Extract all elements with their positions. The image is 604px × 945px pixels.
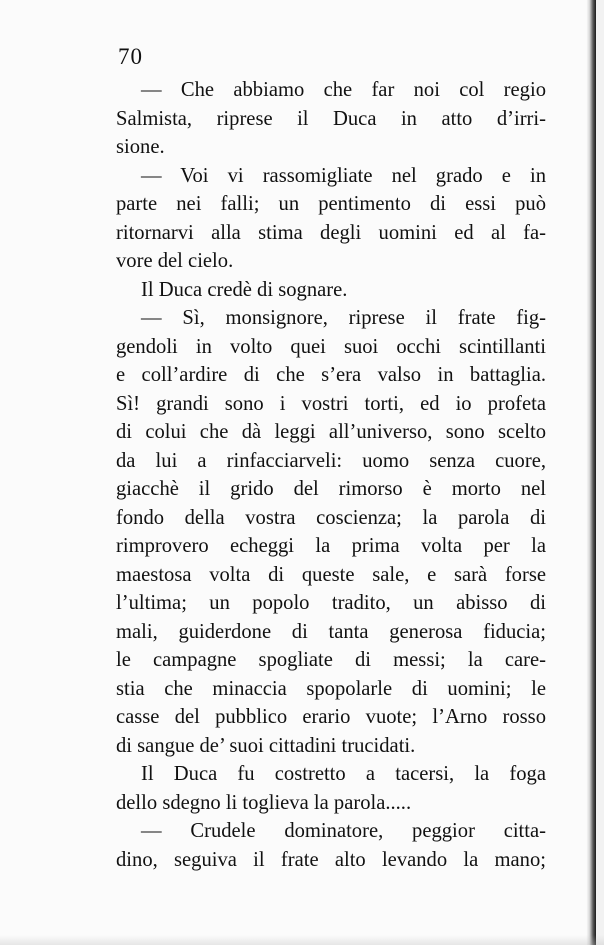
text-line-20: mali, guiderdone di tanta generosa fiducia; — [116, 620, 546, 643]
text-line-26: dello sdegno li toglieva la parola..... — [116, 791, 412, 814]
text-line-9: — Sì, monsignore, riprese il frate fig- — [141, 307, 546, 329]
text-line-8: Il Duca credè di sognare. — [141, 278, 348, 301]
text-line-5: parte nei falli; un pentimento di essi può — [116, 193, 546, 215]
text-line-22: stia che minaccia spopolarle di uomini; le — [116, 677, 546, 700]
text-line-27: — Crudele dominatore, peggior citta- — [141, 820, 546, 842]
text-line-2: Salmista, riprese il Duca in atto d’irri- — [116, 107, 546, 130]
page-body-text — [116, 76, 546, 874]
text-line-12: Sì! grandi sono i vostri torti, ed io profeta — [116, 392, 546, 415]
text-line-3: sione. — [116, 136, 165, 158]
text-line-28: dino, seguiva il frate alto levando la mano; — [116, 848, 546, 871]
page-number: 70 — [118, 44, 143, 69]
text-line-6: ritornarvi alla stima degli uomini ed al fa- — [116, 221, 546, 244]
text-line-21: le campagne spogliate di messi; la care- — [116, 649, 546, 671]
text-line-7: vore del cielo. — [116, 250, 234, 272]
text-line-18: maestosa volta di queste sale, e sarà forse — [116, 563, 546, 586]
page-margin-strip — [596, 0, 604, 945]
text-line-11: e coll’ardire di che s’era valso in battaglia. — [116, 364, 546, 386]
text-line-25: Il Duca fu costretto a tacersi, la foga — [141, 763, 546, 785]
text-line-24: di sangue de’ suoi cittadini trucidati. — [116, 734, 416, 757]
page-bottom-shadow — [0, 935, 604, 945]
text-line-16: fondo della vostra coscienza; la parola di — [116, 506, 546, 529]
text-line-13: di colui che dà leggi all’universo, sono scelto — [116, 421, 546, 443]
text-line-17: rimprovero echeggi la prima volta per la — [116, 535, 546, 557]
page-binding-shadow — [586, 0, 596, 945]
text-line-15: giacchè il grido del rimorso è morto nel — [116, 478, 546, 500]
text-line-23: casse del pubblico erario vuote; l’Arno rosso — [116, 706, 546, 728]
text-line-4: — Voi vi rassomigliate nel grado e in — [141, 164, 546, 187]
text-line-10: gendoli in volto quei suoi occhi scintillanti — [116, 335, 546, 358]
text-line-14: da lui a rinfacciarveli: uomo senza cuore, — [116, 449, 546, 472]
text-line-1: — Che abbiamo che far noi col regio — [141, 79, 546, 101]
text-line-19: l’ultima; un popolo tradito, un abisso di — [116, 592, 546, 614]
